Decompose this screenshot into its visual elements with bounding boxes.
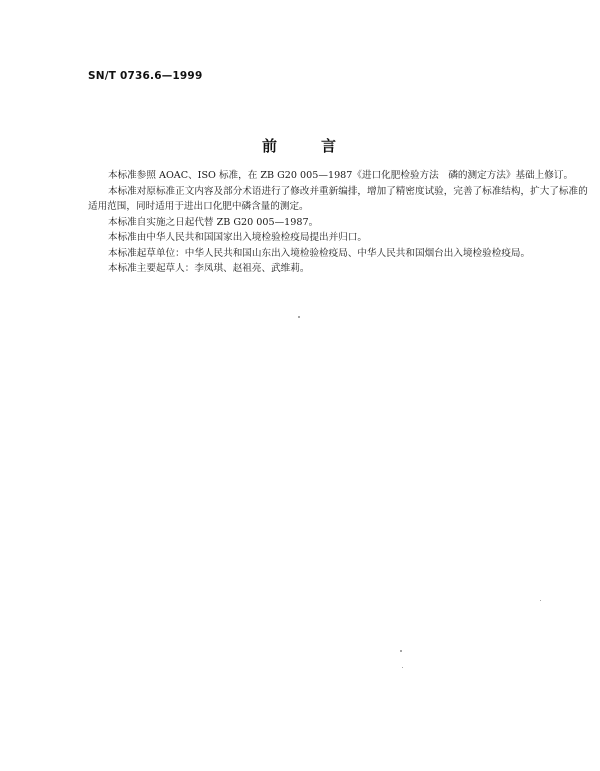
paragraph-revisions: 本标准对原标准正文内容及部分术语进行了修改并重新编排，增加了精密度试验，完善了标准结构，扩大了标准的适用范围，同时适用于进出口化肥中磷含量的测定。 <box>88 185 588 212</box>
foreword-body <box>88 168 588 277</box>
paragraph-reference: 本标准参照 AOAC、ISO 标准，在 ZB G20 005—1987《进口化肥检验方法 磷的测定方法》基础上修订。 <box>108 170 574 181</box>
paragraph-supersedes: 本标准自实施之日起代替 ZB G20 005—1987。 <box>108 216 319 228</box>
scan-speck <box>298 316 300 318</box>
title-char-2: 言 <box>321 137 339 155</box>
scan-speck <box>402 667 403 668</box>
page-title <box>0 135 600 156</box>
title-char-1: 前 <box>261 137 279 155</box>
paragraph-drafters: 本标准主要起草人：李凤琪、赵祖亮、武维莉。 <box>108 263 310 274</box>
paragraph-proposer: 本标准由中华人民共和国国家出入境检验检疫局提出并归口。 <box>108 232 368 243</box>
paragraph-drafting-units: 本标准起草单位：中华人民共和国山东出入境检验检疫局、中华人民共和国烟台出入境检验检疫局。 <box>108 247 531 259</box>
standard-code: SN/T 0736.6—1999 <box>88 70 203 82</box>
scan-speck <box>400 650 402 652</box>
scan-speck <box>540 600 541 601</box>
